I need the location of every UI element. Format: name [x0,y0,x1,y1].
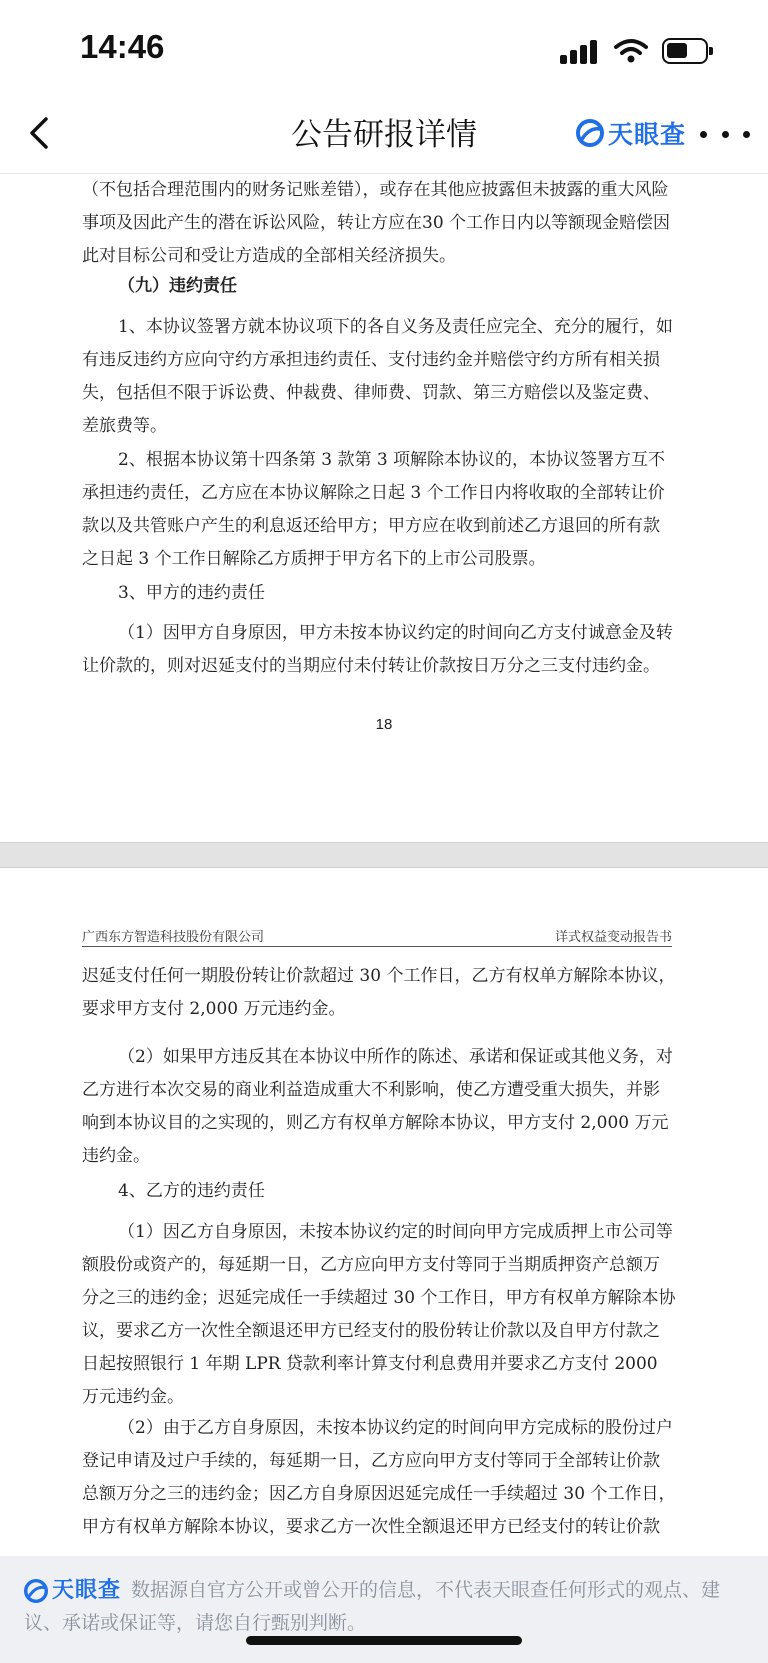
paragraph-4-2: （2）由于乙方自身原因，未按本协议约定的时间向甲方完成标的股份过户登记申请及过户手续的，每延期一日，乙方应向甲方支付等同于全部转让价款总额万分之三的违约金；因乙方自身原因迟延完成任一手续超过 30 个工作日，甲方有权单方解除本协议，要求乙方一次性全额退还甲方已经支付的转让价款 [82,1418,676,1537]
page-header-report: 详式权益变动报告书 [554,930,672,945]
home-indicator[interactable] [246,1636,522,1645]
tianyancha-logo-icon [576,119,604,147]
footer-brand-name: 天眼查 [52,1577,122,1603]
page-number: 18 [375,716,393,733]
subheading-party-b: 4、乙方的违约责任 [118,1181,265,1201]
section-heading: （九）违约责任 [118,276,237,296]
tianyancha-logo-icon [24,1579,48,1603]
paragraph-3-1: （1）因甲方自身原因，甲方未按本协议约定的时间向乙方支付诚意金及转让价款的，则对迟延支付的当期应付未付转让价款按日万分之三支付违约金。 [82,623,673,676]
wifi-icon [614,38,648,64]
page-header-company: 广西东方智造科技股份有限公司 [82,930,265,945]
back-icon[interactable] [20,111,64,155]
disclaimer-footer [0,1556,768,1663]
status-time: 14:46 [80,28,165,65]
paragraph-1: 1、本协议签署方就本协议项下的各自义务及责任应完全、充分的履行，如有违反违约方应向守约方承担违约责任、支付违约金并赔偿守约方所有相关损失，包括但不限于诉讼费、仲裁费、律师费、罚款、第三方赔偿以及鉴定费、差旅费等。 [82,317,673,436]
footer-brand [24,1575,121,1607]
paragraph-continued: （不包括合理范围内的财务记账差错），或存在其他应披露但未披露的重大风险事项及因此产生的潜在诉讼风险，转让方应在30 个工作日内以等额现金赔偿因此对目标公司和受让方造成的全部相关经济损失。 [82,180,671,266]
disclaimer-body: 数据源自官方公开或曾公开的信息，不代表天眼查任何形式的观点、建议、承诺或保证等，请您自行甄别判断。 [24,1579,721,1634]
more-menu-icon[interactable] [700,117,750,151]
header-rule [82,946,672,947]
status-bar [0,0,768,95]
battery-icon [662,38,708,64]
brand-name: 天眼查 [608,120,687,149]
brand-logo[interactable] [576,115,686,151]
paragraph-continued-2: 迟延支付任何一期股份转让价款超过 30 个工作日，乙方有权单方解除本协议，要求甲方支付 2,000 万元违约金。 [82,966,676,1019]
disclaimer-text [24,1574,754,1639]
paragraph-2: 2、根据本协议第十四条第 3 款第 3 项解除本协议的，本协议签署方互不承担违约责任，乙方应在本协议解除之日起 3 个工作日内将收取的全部转让价款以及共管账户产生的利息返还给甲方；甲方应在收到前述乙方退回的所有款之日起 3 个工作日解除乙方质押于甲方名下的上市公司股票。 [82,450,666,569]
paragraph-3-2: （2）如果甲方违反其在本协议中所作的陈述、承诺和保证或其他义务，对乙方进行本次交易的商业利益造成重大不利影响，使乙方遭受重大损失，并影响到本协议目的之实现的，则乙方有权单方解除本协议，甲方支付 2,000 万元违约金。 [82,1047,673,1166]
page-divider [0,842,768,868]
nav-bar [0,95,768,174]
subheading-party-a: 3、甲方的违约责任 [118,583,265,603]
paragraph-4-1: （1）因乙方自身原因，未按本协议约定的时间向甲方完成质押上市公司等额股份或资产的，每延期一日，乙方应向甲方支付等同于当期质押资产总额万分之三的违约金；迟延完成任一手续超过 30 个工作日，甲方有权单方解除本协议，要求乙方一次性全额退还甲方已经支付的股份转让价款以及自甲方付款之日起按照银行 1 年期 LPR 贷款利率计算支付利息费用并要求乙方支付 2000 万元违约金。 [82,1222,676,1407]
page-title: 公告研报详情 [291,117,477,153]
cellular-signal-icon [560,40,600,64]
